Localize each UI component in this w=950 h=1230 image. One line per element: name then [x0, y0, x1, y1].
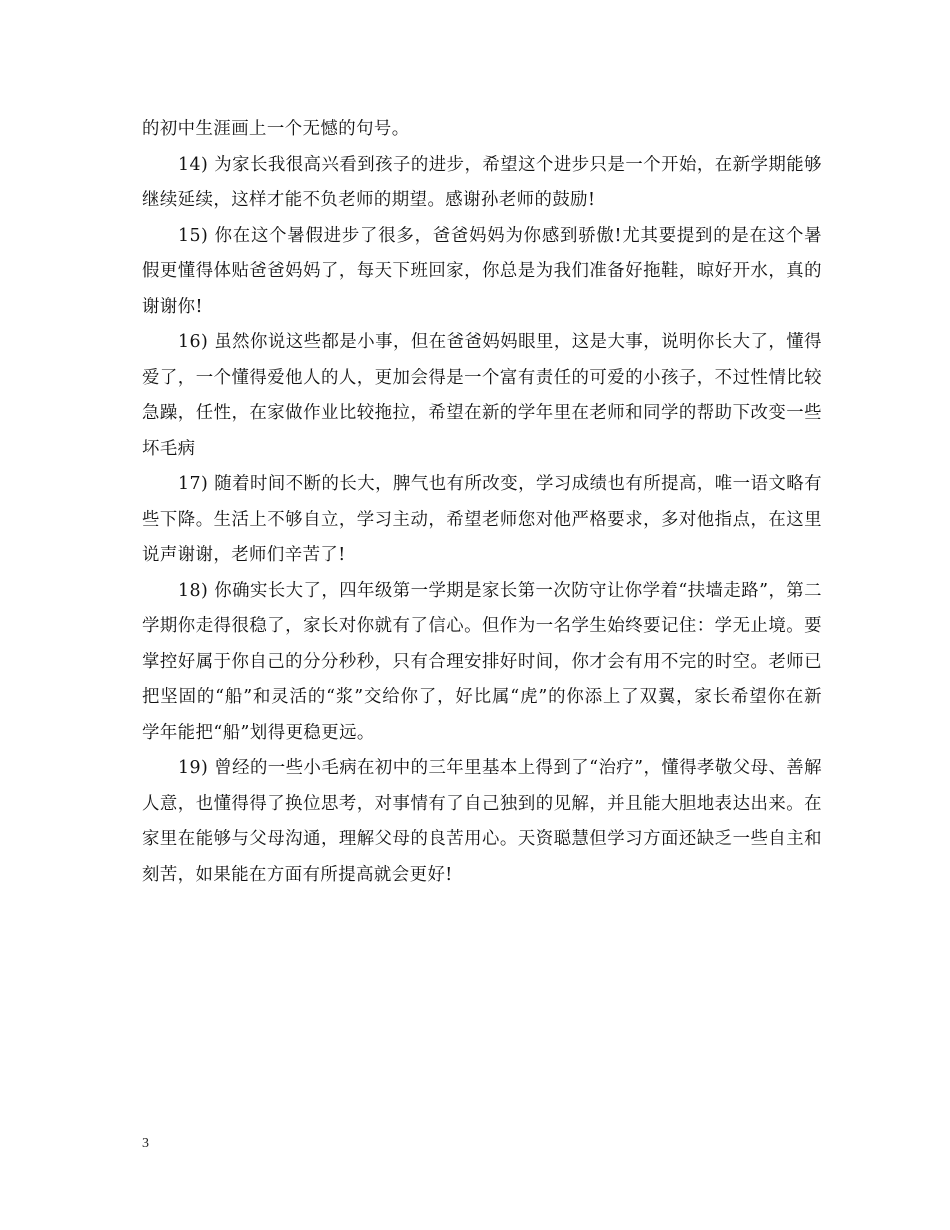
page-number: 3 [142, 1136, 149, 1151]
paragraph-19: 19) 曾经的一些小毛病在初中的三年里基本上得到了“治疗”，懂得孝敬父母、善解人意，也懂得得了换位思考，对事情有了自己独到的见解，并且能大胆地表达出来。在家里在能够与父母沟通，理解父母的良苦用心。天资聪慧但学习方面还缺乏一些自主和刻苦，如果能在方面有所提高就会更好! [142, 758, 822, 885]
paragraph-continuation: 的初中生涯画上一个无憾的句号。 [142, 119, 410, 139]
paragraph-15: 15) 你在这个暑假进步了很多，爸爸妈妈为你感到骄傲!尤其要提到的是在这个暑假更懂得体贴爸爸妈妈了，每天下班回家，你总是为我们准备好拖鞋，晾好开水，真的谢谢你! [142, 225, 822, 317]
paragraph-17: 17) 随着时间不断的长大，脾气也有所改变，学习成绩也有所提高，唯一语文略有些下降。生活上不够自立，学习主动，希望老师您对他严格要求，多对他指点，在这里说声谢谢，老师们辛苦了! [142, 474, 822, 565]
paragraph-14: 14) 为家长我很高兴看到孩子的进步，希望这个进步只是一个开始，在新学期能够继续延续，这样才能不负老师的期望。感谢孙老师的鼓励! [142, 154, 822, 210]
paragraph-16: 16) 虽然你说这些都是小事，但在爸爸妈妈眼里，这是大事，说明你长大了，懂得爱了，一个懂得爱他人的人，更加会得是一个富有责任的可爱的小孩子，不过性情比较急躁，任性，在家做作业比较拖拉，希望在新的学年里在老师和同学的帮助下改变一些坏毛病 [142, 332, 822, 459]
paragraph-18: 18) 你确实长大了，四年级第一学期是家长第一次防守让你学着“扶墙走路”，第二学期你走得很稳了，家长对你就有了信心。但作为一名学生始终要记住：学无止境。要掌控好属于你自己的分分秒秒，只有合理安排好时间，你才会有用不完的时空。老师已把坚固的“船”和灵活的“浆”交给你了，好比属“虎”的你添上了双翼，家长希望你在新学年能把“船”划得更稳更远。 [142, 580, 822, 743]
document-body [142, 112, 822, 893]
